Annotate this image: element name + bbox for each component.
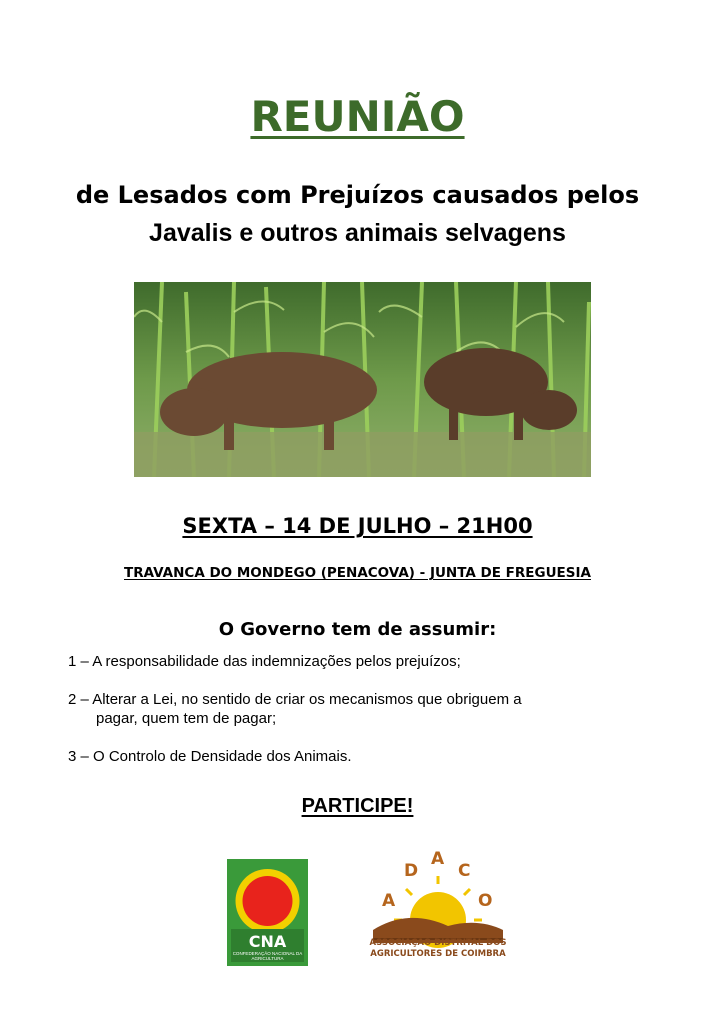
call-to-action: PARTICIPE! [301,795,414,817]
adaco-letter-d: D [404,861,419,881]
adaco-letter-c: C [458,861,471,881]
adaco-letter-o: O [478,891,493,911]
adaco-letter-a1: A [382,891,396,911]
wild-boar-photo [134,282,591,477]
cna-acronym: CNA [248,932,287,951]
adaco-name-line-1: ASSOCIAÇÃO DISTRITAL DOS [369,938,507,948]
adaco-letter-a2: A [431,849,445,869]
page-title: REUNIÃO [250,92,465,141]
demand-item-1-text: 1 – A responsabilidade das indemnizações pelos prejuízos; [68,653,461,670]
event-date: SEXTA – 14 DE JULHO – 21H00 [182,514,533,538]
demand-item-2-text: 2 – Alterar a Lei, no sentido de criar os mecanismos que obriguem a [68,691,522,708]
demand-item-2 [68,690,522,728]
demand-item-2-continuation: pagar, quem tem de pagar; [96,710,277,727]
subtitle-line-1: de Lesados com Prejuízos causados pelos [75,181,640,209]
subtitle-line-2: Javalis e outros animais selvagens [149,219,566,247]
demand-item-3 [68,747,352,766]
adaco-name-line-2: AGRICULTORES DE COIMBRA [370,949,506,959]
demand-item-3-text: 3 – O Controlo de Densidade dos Animais. [68,748,352,765]
demands-heading: O Governo tem de assumir: [218,619,497,640]
cna-full-name: CONFEDERAÇÃO NACIONAL DA AGRICULTURA [232,951,303,961]
demand-item-1 [68,652,461,671]
event-place: TRAVANCA DO MONDEGO (PENACOVA) - JUNTA DE FREGUESIA [124,565,591,581]
adaco-full-name [360,938,516,960]
